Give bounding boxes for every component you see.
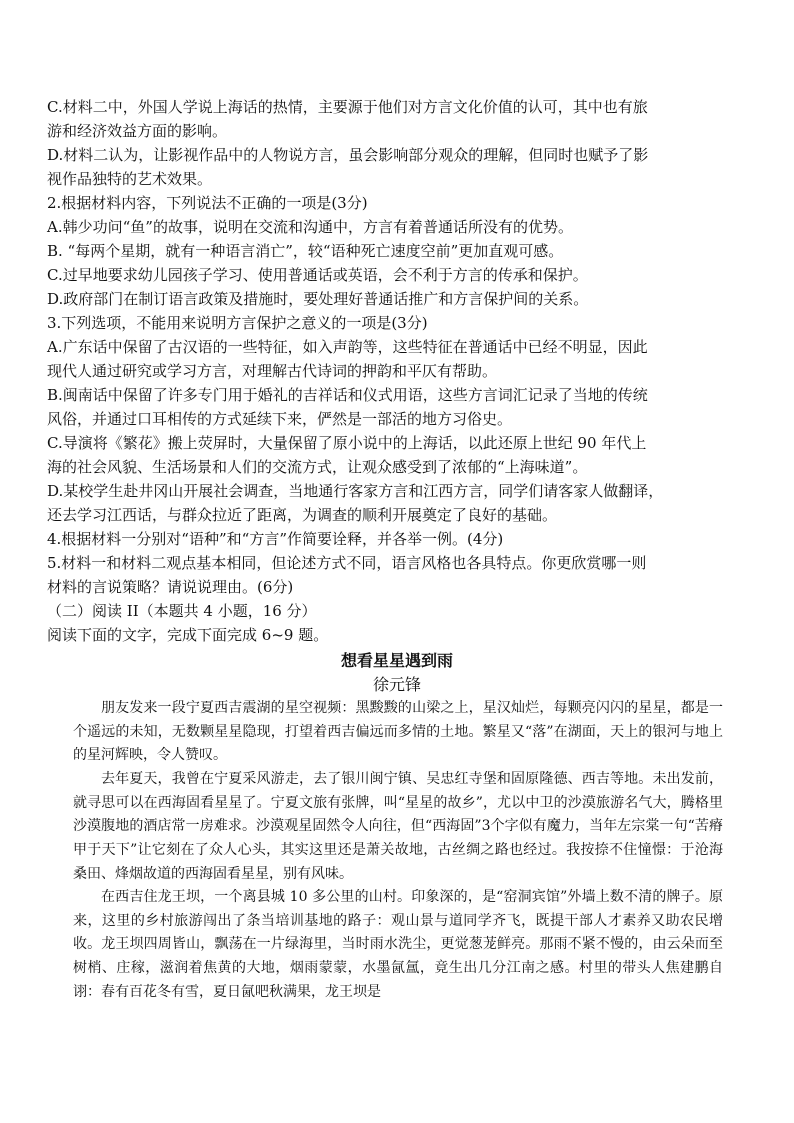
article-paragraph-3: 在西吉住龙王坝，一个离县城 10 多公里的山村。印象深的，是“窑洞宾馆”外墙上数不清的牌子。原来，这里的乡村旅游闯出了条当培训基地的路子：观山景与道同学齐飞，既提干部人才素养又助农民增收。龙王坝四周皆山，飘荡在一片绿海里，当时雨水洗尘，更觉葱茏鲜亮。那雨不紧不慢的，由云朵而至树梢、庄稼，滋润着焦黄的大地，烟雨蒙蒙，水墨氤氲，竟生出几分江南之感。村里的带头人焦建鹏自诩：春有百花冬有雪，夏日氤吧秋满果，龙王坝是 xyxy=(73,889,723,1000)
option-d-line-2: 视作品独特的艺术效果。 xyxy=(47,170,213,188)
q3-option-a-line-1: A.广东话中保留了古汉语的一些特征，如入声韵等，这些特征在普通话中已经不明显，因此 xyxy=(47,338,648,356)
question-2: 2.根据材料内容，下列说法不正确的一项是(3分) xyxy=(47,194,368,212)
q2-option-d: D.政府部门在制订语言政策及措施时，要处理好普通话推广和方言保护间的关系。 xyxy=(47,290,589,308)
q3-option-c-line-1: C.导演将《繁花》搬上荧屏时，大量保留了原小说中的上海话，以此还原上世纪 90 年代上 xyxy=(47,434,647,452)
q3-option-b-line-1: B.闽南话中保留了许多专门用于婚礼的吉祥话和仪式用语，这些方言词汇记录了当地的传统 xyxy=(47,386,648,404)
reading-instruction: 阅读下面的文字，完成下面完成 6~9 题。 xyxy=(47,626,329,644)
q3-option-a-line-2: 现代人通过研究或学习方言，对理解古代诗词的押韵和平仄有帮助。 xyxy=(47,362,498,380)
question-5-line-2: 材料的言说策略？请说说理由。(6分) xyxy=(47,578,294,596)
q3-option-b-line-2: 风俗，并通过口耳相传的方式延续下来，俨然是一部活的地方习俗史。 xyxy=(47,410,513,428)
question-5-line-1: 5.材料一和材料二观点基本相同，但论述方式不同，语言风格也各具特点。你更欣赏哪一则 xyxy=(47,554,647,572)
q3-option-c-line-2: 海的社会风貌、生活场景和人们的交流方式，让观众感受到了浓郁的“上海味道”。 xyxy=(47,458,588,476)
q2-option-c: C.过早地要求幼儿园孩子学习、使用普通话或英语，会不利于方言的传承和保护。 xyxy=(47,266,588,284)
article-title: 想看星星遇到雨 xyxy=(340,651,453,670)
question-4: 4.根据材料一分别对“语种”和“方言”作简要诠释，并各举一例。(4分) xyxy=(47,530,504,548)
q2-option-b: B. “每两个星期，就有一种语言消亡”，较“语种死亡速度空前”更加直观可感。 xyxy=(47,242,564,260)
option-d-line-1: D.材料二认为，让影视作品中的人物说方言，虽会影响部分观众的理解，但同时也赋予了影 xyxy=(47,146,649,164)
q3-option-d-line-2: 还去学习江西话，与群众拉近了距离，为调查的顺利开展奠定了良好的基础。 xyxy=(47,506,558,524)
question-3: 3.下列选项，不能用来说明方言保护之意义的一项是(3分) xyxy=(47,314,428,332)
q3-option-d-line-1: D.某校学生赴井冈山开展社会调查，当地通行客家方言和江西方言，同学们请客家人做翻译， xyxy=(47,482,664,500)
option-c-line-1: C.材料二中，外国人学说上海话的热情，主要源于他们对方言文化价值的认可，其中也有旅 xyxy=(47,98,648,116)
section-heading: （二）阅读 II（本题共 4 小题，16 分） xyxy=(47,602,317,620)
option-c-line-2: 游和经济效益方面的影响。 xyxy=(47,122,228,140)
article-author: 徐元锋 xyxy=(372,675,421,694)
article-paragraph-1: 朋友发来一段宁夏西吉震湖的星空视频：黑黢黢的山梁之上，星汉灿烂，每颗亮闪闪的星星，都是一个遥远的未知，无数颗星星隐现，打望着西吉偏远而多情的土地。繁星又“落”在湖面，天上的银河与地上的星河辉映，令人赞叹。 xyxy=(73,700,723,764)
article-paragraph-2: 去年夏天，我曾在宁夏采风游走，去了银川闽宁镇、吴忠红寺堡和固原隆德、西吉等地。未出发前，就寻思可以在西海固看星星了。宁夏文旅有张牌，叫“星星的故乡”，尤以中卫的沙漠旅游名气大，腾格里沙漠腹地的酒店常一房难求。沙漠观星固然令人向往，但“西海固”3个字似有魔力，当年左宗棠一句“苦瘠甲于天下”让它刻在了众人心头，其实这里还是萧关故地，古丝绸之路也经过。我按捺不住憧憬：于沧海桑田、烽烟故道的西海固看星星，别有风味。 xyxy=(73,771,723,882)
q2-option-a: A.韩少功问“鱼”的故事，说明在交流和沟通中，方言有着普通话所没有的优势。 xyxy=(47,218,573,236)
